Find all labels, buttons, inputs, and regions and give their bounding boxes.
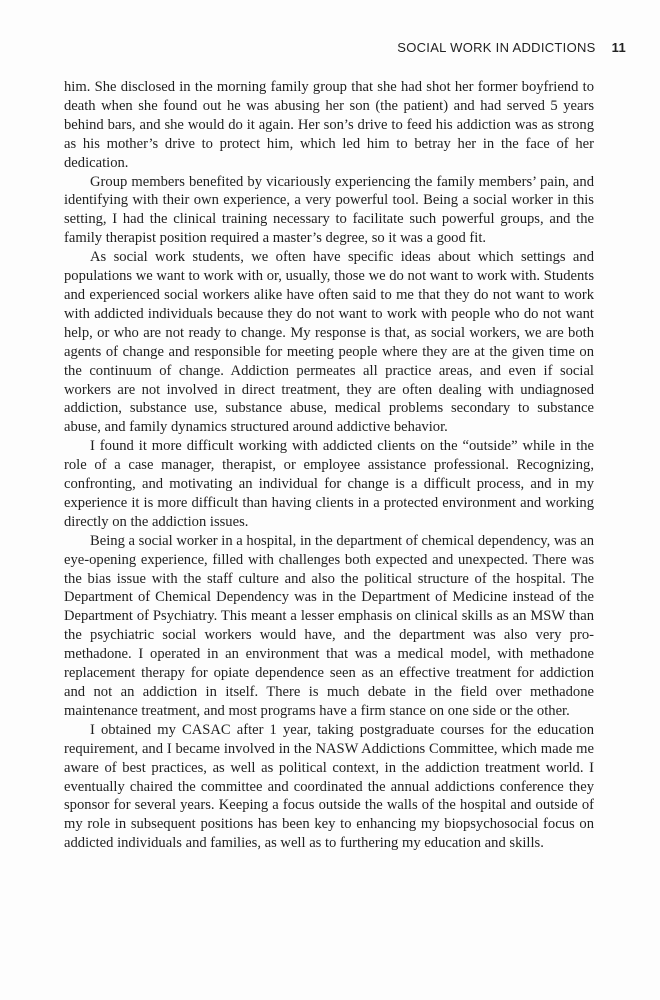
- running-title: SOCIAL WORK IN ADDICTIONS: [397, 40, 596, 55]
- paragraph: I obtained my CASAC after 1 year, taking postgraduate courses for the education requirement, and I became involved in the NASW Addictions Committee, which made me aware of best practices, as well as political context, in the addiction treatment world. I eventually chaired the committee and coordinated the annual addictions conference they sponsor for several years. Keeping a focus outside the walls of the hospital and outside of my role in subsequent positions has been key to enhancing my biopsychosocial focus on addicted individuals and families, as well as to furthering my education and skills.: [64, 721, 594, 852]
- paragraph: Being a social worker in a hospital, in the department of chemical dependency, was an eye-opening experience, filled with challenges both expected and unexpected. There was the bias issue with the staff culture and also the political structure of the hospital. The Department of Chemical Dependency was in the Department of Medicine instead of the Department of Psychiatry. This meant a lesser emphasis on clinical skills as an MSW than the psychiatric social workers would have, and the department was also very pro-methadone. I operated in an environment that was a medical model, with methadone replacement therapy for opiate dependence seen as an effective treatment for addiction and not an addiction in itself. There is much debate in the field over methadone maintenance treatment, and most programs have a firm stance on one side or the other.: [64, 532, 594, 719]
- paragraph: Group members benefited by vicariously experiencing the family members’ pain, and identifying with their own experience, a very powerful tool. Being a social worker in this setting, I had the clinical training necessary to facilitate such powerful groups, and the family therapist position required a master’s degree, so it was a good fit.: [64, 173, 594, 247]
- paragraph: As social work students, we often have specific ideas about which settings and populations we want to work with or, usually, those we do not want to work with. Students and experienced social workers alike have often said to me that they do not want to work with addicted individuals because they do not want to work with people who do not want help, or who are not ready to change. My response is that, as social workers, we are both agents of change and responsible for meeting people where they are at the given time on the continuum of change. Addiction permeates all practice areas, and even if social workers are not involved in direct treatment, they are often dealing with undiagnosed addiction, substance use, substance abuse, medical problems secondary to substance abuse, and family dynamics structured around addictive behavior.: [64, 249, 594, 436]
- body-text: [64, 78, 594, 853]
- page-number: 11: [611, 40, 626, 55]
- paragraph-continued: him. She disclosed in the morning family group that she had shot her former boyfriend to death when she found out he was abusing her son (the patient) and had served 5 years behind bars, and she would do it again. Her son’s drive to feed his addiction was as strong as his mother’s drive to protect him, which led him to betray her in the face of her dedication.: [64, 79, 594, 171]
- paragraph: I found it more difficult working with addicted clients on the “outside” while in the role of a case manager, therapist, or employee assistance professional. Recognizing, confronting, and motivating an individual for change is a difficult process, and in my experience it is more difficult than having clients in a protected environment and working directly on the addiction issues.: [64, 438, 594, 530]
- running-header: [397, 40, 626, 55]
